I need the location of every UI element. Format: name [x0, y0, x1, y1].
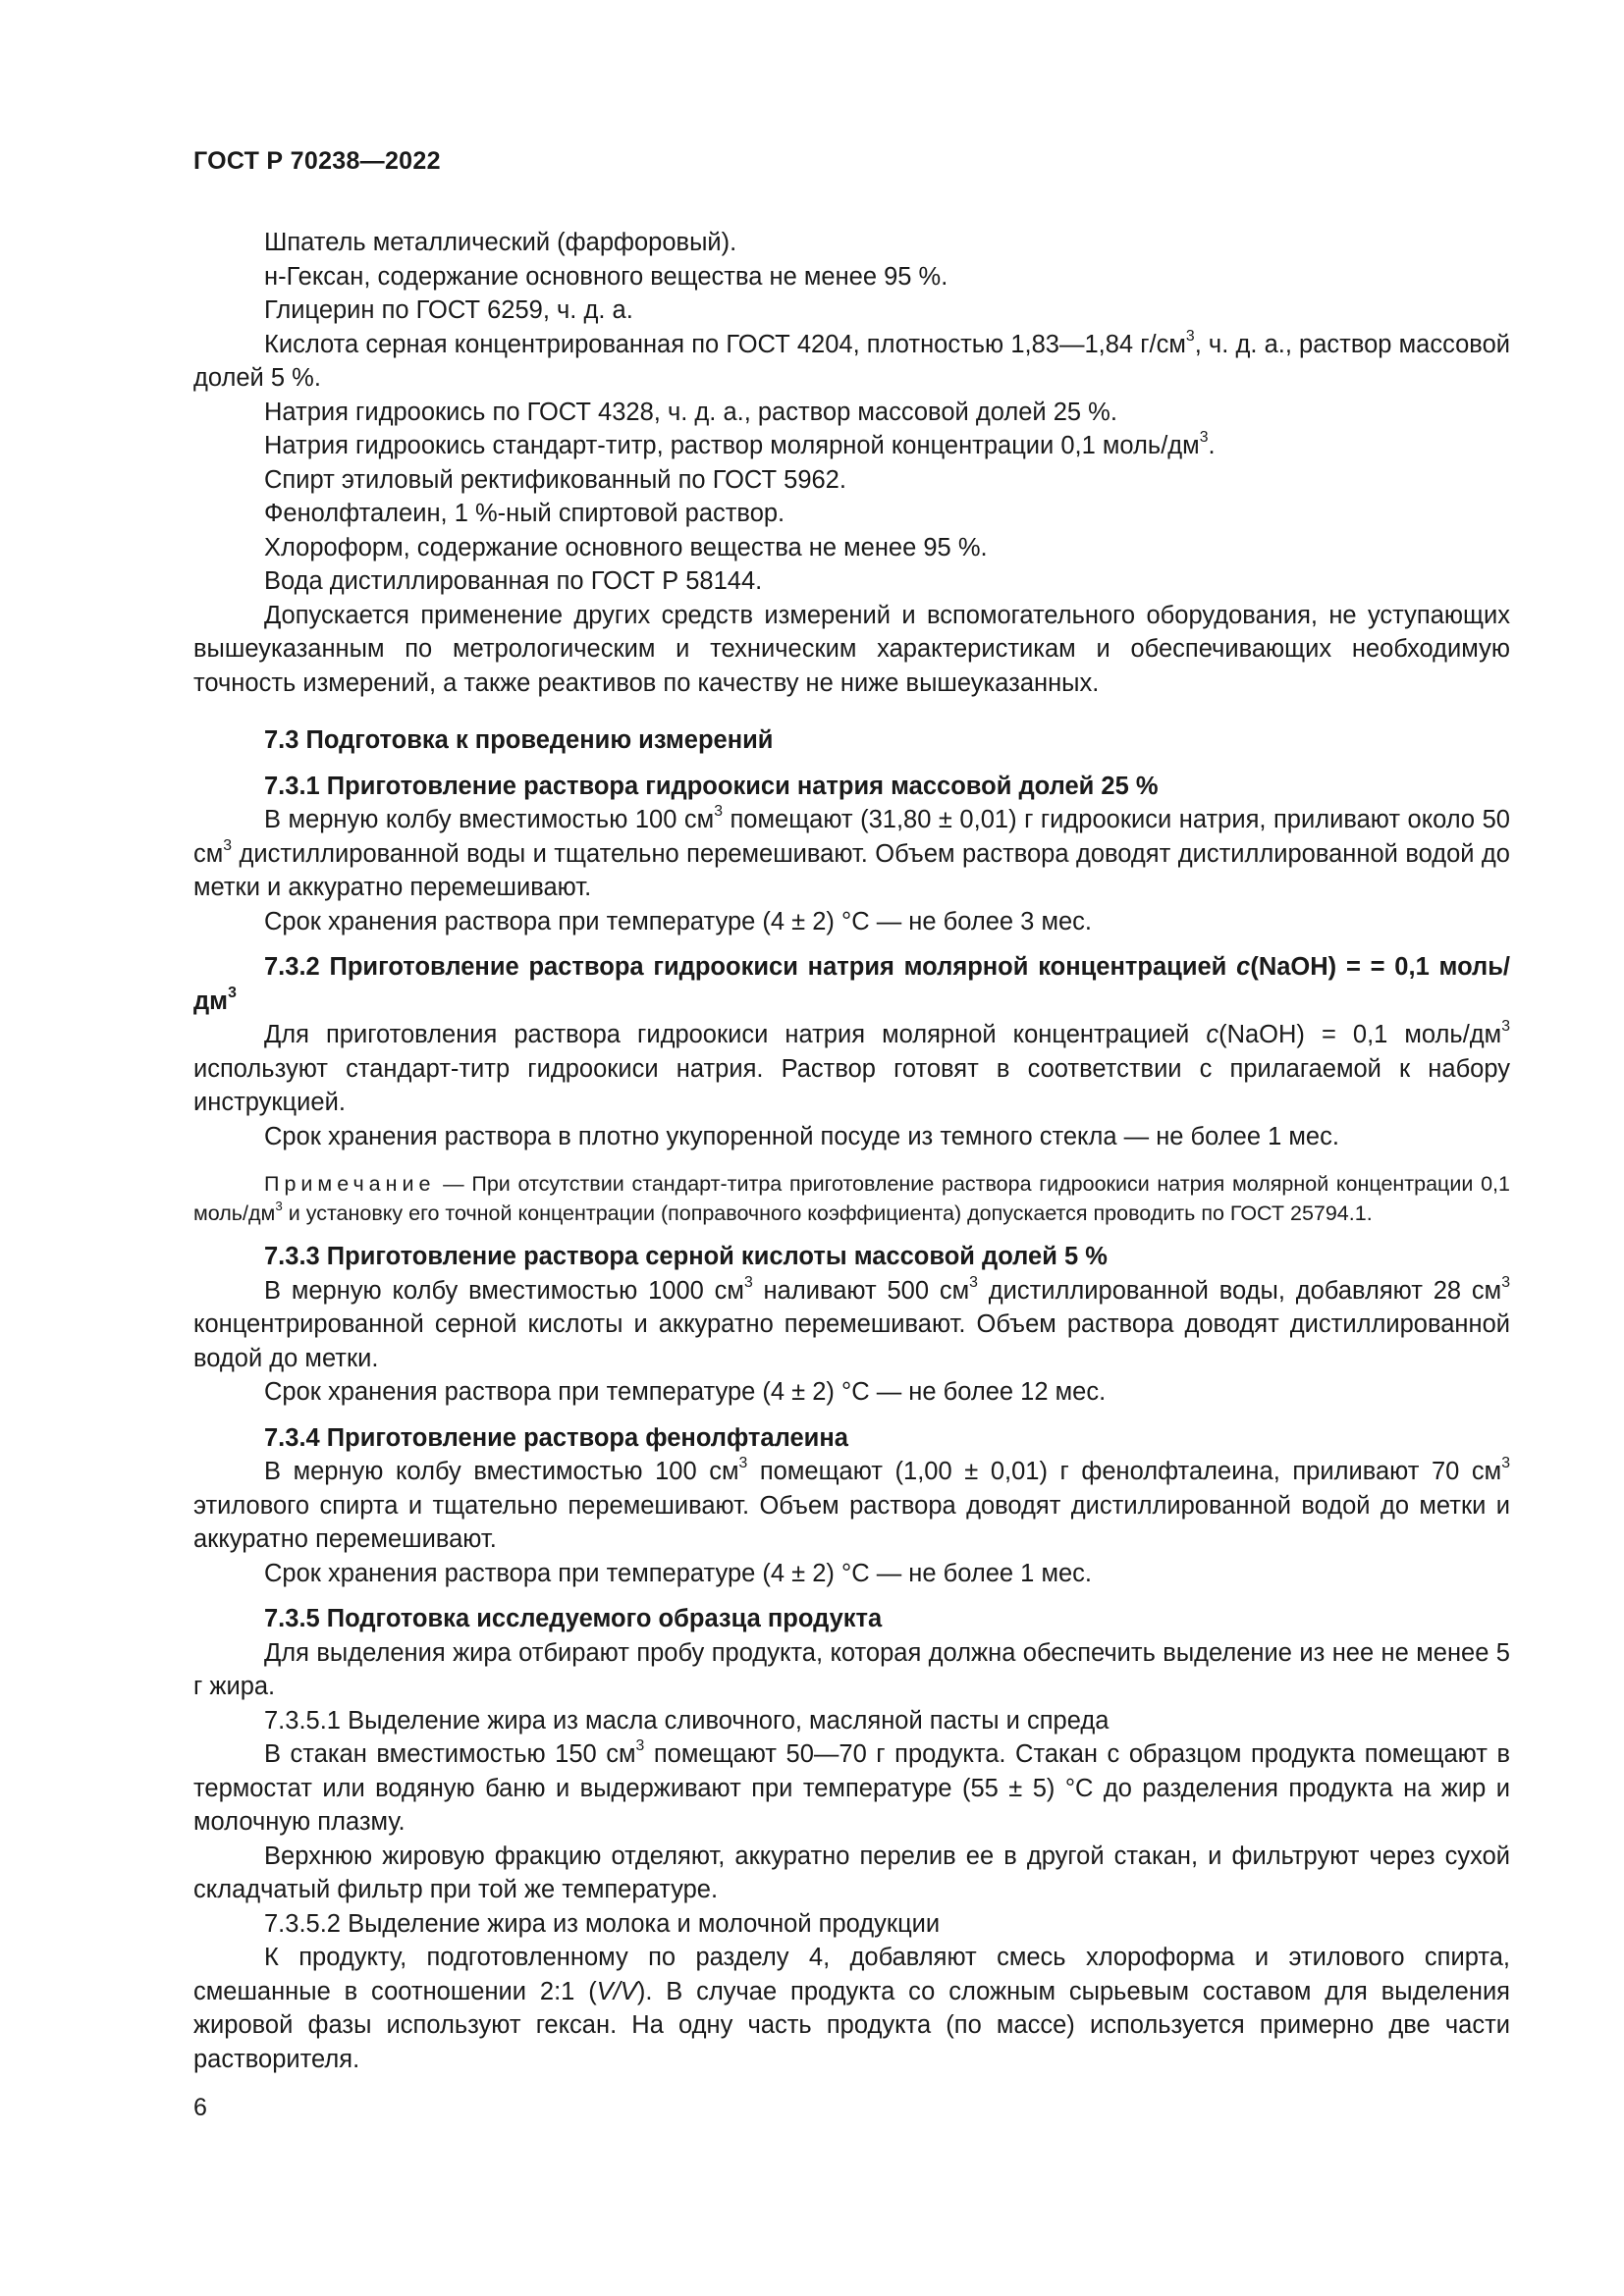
superscript: 3 — [223, 836, 233, 854]
paragraph-7-3-2-storage: Срок хранения раствора в плотно укупоренной посуде из темного стекла — не более 1 мес. — [264, 1122, 1339, 1150]
superscript: 3 — [275, 1199, 283, 1214]
text-span: и установку его точной концентрации (поправочного коэффициента) допускается проводить по ГОСТ 25794.1. — [282, 1201, 1373, 1225]
section-heading-7-3-5: 7.3.5 Подготовка исследуемого образца продукта — [264, 1605, 883, 1632]
text-span: наливают 500 см — [752, 1276, 970, 1305]
text-span: дистиллированной воды и тщательно перемешивают. Объем раствора доводят дистиллированной водой до метки и аккуратно перемешивают. — [193, 839, 1510, 901]
text-span: Для приготовления раствора гидроокиси натрия молярной концентрацией — [264, 1021, 1207, 1048]
text-span: (NaOH) = 0,1 моль/дм — [1218, 1021, 1502, 1048]
superscript: 3 — [714, 803, 723, 821]
paragraph-7-3-3-storage: Срок хранения раствора при температуре (4 ± 2) °C — не более 12 мес. — [264, 1378, 1107, 1406]
text-span: этилового спирта и тщательно перемешивают. Объем раствора доводят дистиллированной водой до метки и аккуратно перемешивают. — [193, 1491, 1510, 1553]
text-span: В мерную колбу вместимостью 1000 см — [264, 1276, 744, 1305]
page-content — [193, 226, 1510, 2076]
superscript: 3 — [228, 984, 237, 1001]
text-span: К продукту, подготовленному по разделу 4, добавляют смесь хлороформа и этилового спирта, смешанные в соотношении 2:1 ( — [193, 1944, 1510, 2005]
paragraph-7-3-4-storage: Срок хранения раствора при температуре (4 ± 2) °C — не более 1 мес. — [264, 1559, 1092, 1587]
paragraph-sodium-hydroxide-titer — [193, 429, 1510, 463]
superscript: 3 — [1501, 1273, 1510, 1291]
text-span: В мерную колбу вместимостью 100 см — [264, 806, 715, 833]
text-span: Натрия гидроокись стандарт-титр, раствор молярной концентрации 0,1 моль/дм — [264, 432, 1200, 459]
section-heading-7-3: 7.3 Подготовка к проведению измерений — [264, 726, 774, 754]
text-span: , ч. д. а., раствор массовой долей 5 %. — [193, 330, 1510, 392]
paragraph-7-3-5-2-text — [193, 1941, 1510, 2076]
text-span: В стакан вместимостью 150 см — [264, 1740, 636, 1768]
paragraph-phenolphthalein: Фенолфталеин, 1 %-ный спиртовой раствор. — [264, 500, 785, 527]
text-span: помещают (1,00 ± 0,01) г фенолфталеина, приливают 70 см — [747, 1458, 1502, 1485]
paragraph-7-3-4-text — [193, 1455, 1510, 1557]
superscript: 3 — [635, 1737, 645, 1755]
note-label: Примечание — [264, 1172, 436, 1196]
paragraph-7-3-3-text — [193, 1274, 1510, 1376]
page-number: 6 — [193, 2094, 207, 2121]
text-span: . — [1208, 432, 1216, 459]
superscript: 3 — [969, 1273, 978, 1291]
text-span: ). В случае продукта со сложным сырьевым составом для выделения жировой фазы используют гексан. На одну часть продукта (по массе) используется примерно две части растворителя. — [193, 1977, 1510, 2073]
paragraph-7-3-5-1-text — [193, 1737, 1510, 1840]
paragraph-7-3-5-1-filter: Верхнюю жировую фракцию отделяют, аккуратно перелив ее в другой стакан, и фильтруют через сухой складчатый фильтр при той же температуре. — [193, 1842, 1510, 1903]
section-heading-7-3-3: 7.3.3 Приготовление раствора серной кислоты массовой долей 5 % — [264, 1243, 1108, 1270]
italic-symbol: c — [1236, 953, 1251, 981]
superscript: 3 — [1501, 1455, 1510, 1472]
text-span: Кислота серная концентрированная по ГОСТ 4204, плотностью 1,83—1,84 г/см — [264, 330, 1186, 358]
text-span: — При отсутствии стандарт-титра приготовление раствора гидроокиси натрия молярной концентрации 0,1 моль/дм — [193, 1172, 1510, 1225]
paragraph-7-3-5-text: Для выделения жира отбирают пробу продукта, которая должна обеспечить выделение из нее не менее 5 г жира. — [193, 1638, 1510, 1700]
superscript: 3 — [738, 1455, 748, 1472]
text-span: помещают 50—70 г продукта. Стакан с образцом продукта помещают в термостат или водяную баню и выдерживают при температуре (55 ± 5) °C до разделения продукта на жир и молочную плазму. — [193, 1740, 1510, 1836]
italic-symbol: V/V — [596, 1977, 637, 2005]
paragraph-alternatives: Допускается применение других средств измерений и вспомогательного оборудования, не уступающих вышеуказанным по метрологическим и техническим характеристикам и обеспечивающих необходимую точность измерений, а также реактивов по качеству не ниже вышеуказанных. — [193, 601, 1510, 697]
italic-symbol: c — [1206, 1021, 1219, 1048]
paragraph-7-3-1-storage: Срок хранения раствора при температуре (4 ± 2) °C — не более 3 мес. — [264, 907, 1092, 935]
paragraph-7-3-1-text — [193, 803, 1510, 905]
text-span: используют стандарт-титр гидроокиси натрия. Раствор готовят в соответствии с прилагаемой к набору инструкцией. — [193, 1054, 1510, 1116]
note-block — [193, 1169, 1510, 1228]
section-heading-7-3-4: 7.3.4 Приготовление раствора фенолфталеина — [264, 1423, 848, 1452]
superscript: 3 — [1501, 1018, 1510, 1036]
section-heading-7-3-1: 7.3.1 Приготовление раствора гидроокиси натрия массовой долей 25 % — [264, 772, 1159, 800]
paragraph-spatula: Шпатель металлический (фарфоровый). — [264, 229, 737, 256]
document-header: ГОСТ Р 70238—2022 — [193, 147, 441, 175]
paragraph-chloroform: Хлороформ, содержание основного вещества не менее 95 %. — [264, 533, 988, 561]
subsection-heading-7-3-5-2: 7.3.5.2 Выделение жира из молока и молочной продукции — [264, 1909, 941, 1938]
text-span: В мерную колбу вместимостью 100 см — [264, 1458, 739, 1485]
paragraph-sulfuric-acid — [193, 328, 1510, 396]
superscript: 3 — [1185, 327, 1195, 345]
superscript: 3 — [743, 1273, 753, 1291]
section-heading-7-3-2 — [193, 950, 1510, 1018]
paragraph-distilled-water: Вода дистиллированная по ГОСТ Р 58144. — [264, 567, 763, 595]
paragraph-7-3-2-text — [193, 1018, 1510, 1120]
subsection-heading-7-3-5-1: 7.3.5.1 Выделение жира из масла сливочного, масляной пасты и спреда — [264, 1706, 1110, 1735]
text-span: 7.3.2 Приготовление раствора гидроокиси натрия молярной концентрацией — [264, 953, 1237, 981]
paragraph-glycerin: Глицерин по ГОСТ 6259, ч. д. а. — [264, 296, 633, 324]
text-span: (NaOH) = = 0,1 моль/дм — [193, 953, 1510, 1015]
paragraph-ethanol: Спирт этиловый ректификованный по ГОСТ 5962. — [264, 465, 846, 494]
paragraph-hexane: н-Гексан, содержание основного вещества не менее 95 %. — [264, 262, 948, 291]
paragraph-sodium-hydroxide: Натрия гидроокись по ГОСТ 4328, ч. д. а., раствор массовой долей 25 %. — [264, 398, 1117, 426]
text-span: помещают (31,80 ± 0,01) г гидроокиси натрия, приливают около 50 см — [193, 806, 1510, 868]
superscript: 3 — [1199, 429, 1209, 447]
text-span: концентрированной серной кислоты и аккуратно перемешивают. Объем раствора доводят дистиллированной водой до метки. — [193, 1310, 1510, 1372]
text-span: дистиллированной воды, добавляют 28 см — [977, 1276, 1502, 1305]
